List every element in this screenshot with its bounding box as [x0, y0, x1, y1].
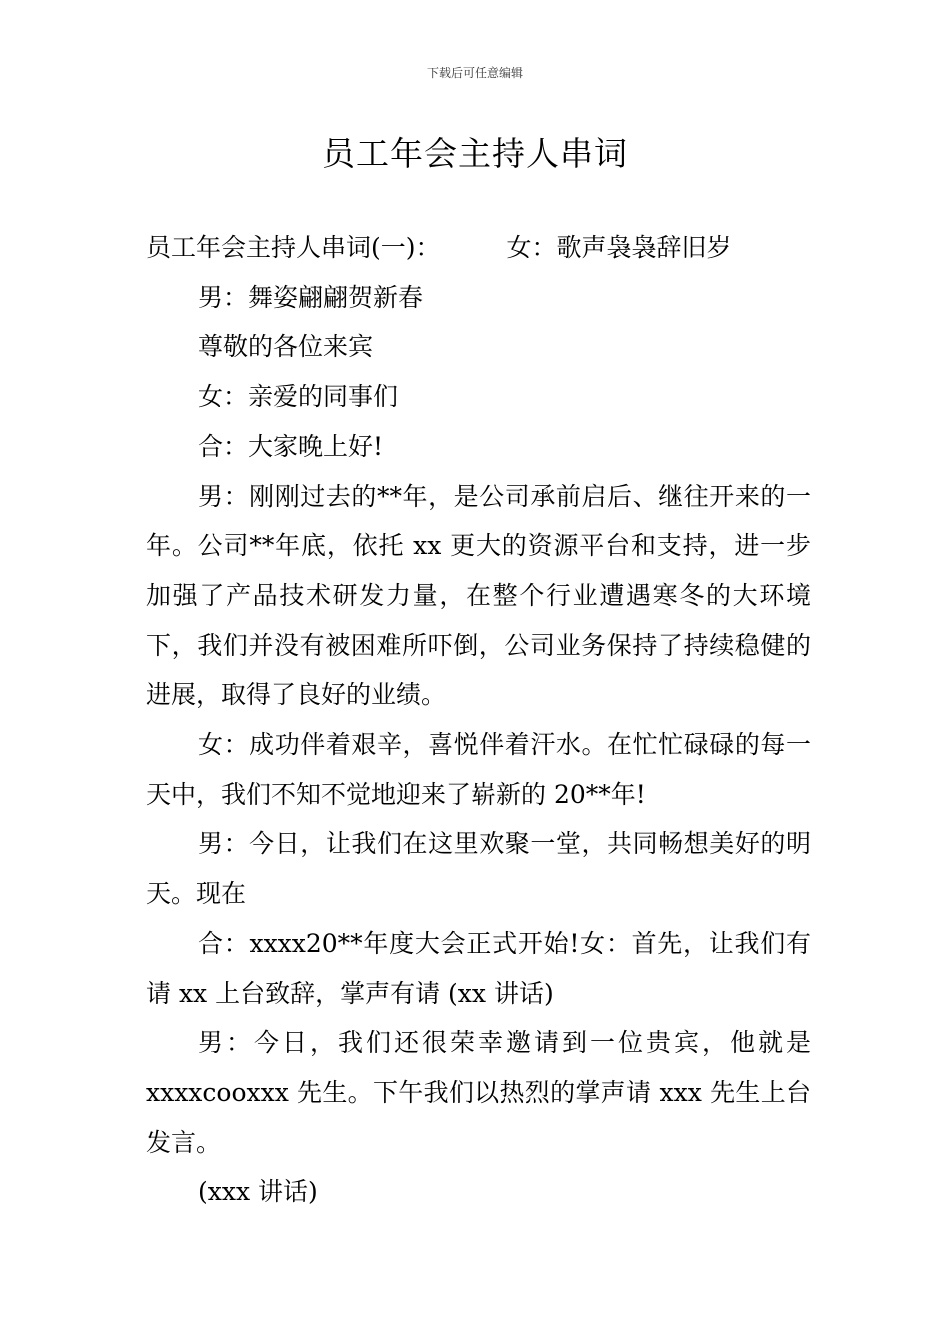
paragraph: 男：舞姿翩翩贺新春	[198, 282, 424, 312]
paragraph: 女：成功伴着艰辛，喜悦伴着汗水。在忙忙碌碌的每一天中，我们不知不觉地迎来了崭新的 20**年!	[146, 730, 811, 809]
paragraph: (xxx 讲话)	[198, 1177, 318, 1207]
paragraph: 女：亲爱的同事们	[198, 382, 399, 412]
intro-line	[146, 223, 811, 273]
paragraph: 男：今日，我们还很荣幸邀请到一位贵宾，他就是 xxxxcooxxx 先生。下午我们以热烈的掌声请 xxx 先生上台发言。	[146, 1028, 819, 1157]
document-body	[146, 223, 819, 1217]
intro-line-text: 女：歌声袅袅辞旧岁	[506, 233, 732, 262]
paragraph: 尊敬的各位来宾	[198, 332, 374, 362]
paragraph: 合：xxxx20**年度大会正式开始!女：首先，让我们有请 xx 上台致辞，掌声有请 (xx 讲话)	[146, 928, 811, 1008]
document-title: 员工年会主持人串词	[322, 134, 628, 173]
paragraph: 男：今日，让我们在这里欢聚一堂，共同畅想美好的明天。现在	[146, 829, 811, 909]
page-header-note: 下载后可任意编辑	[426, 66, 523, 80]
paragraph: 男：刚刚过去的**年，是公司承前启后、继往开来的一年。公司**年底，依托 xx 更大的资源平台和支持，进一步加强了产品技术研发力量，在整个行业遭遇寒冬的大环境下，我们并没有被困难所吓倒，公司业务保持了持续稳健的进展，取得了良好的业绩。	[146, 481, 811, 710]
section-heading: 员工年会主持人串词(一)：	[146, 233, 441, 262]
paragraph: 合：大家晚上好!	[198, 431, 384, 461]
